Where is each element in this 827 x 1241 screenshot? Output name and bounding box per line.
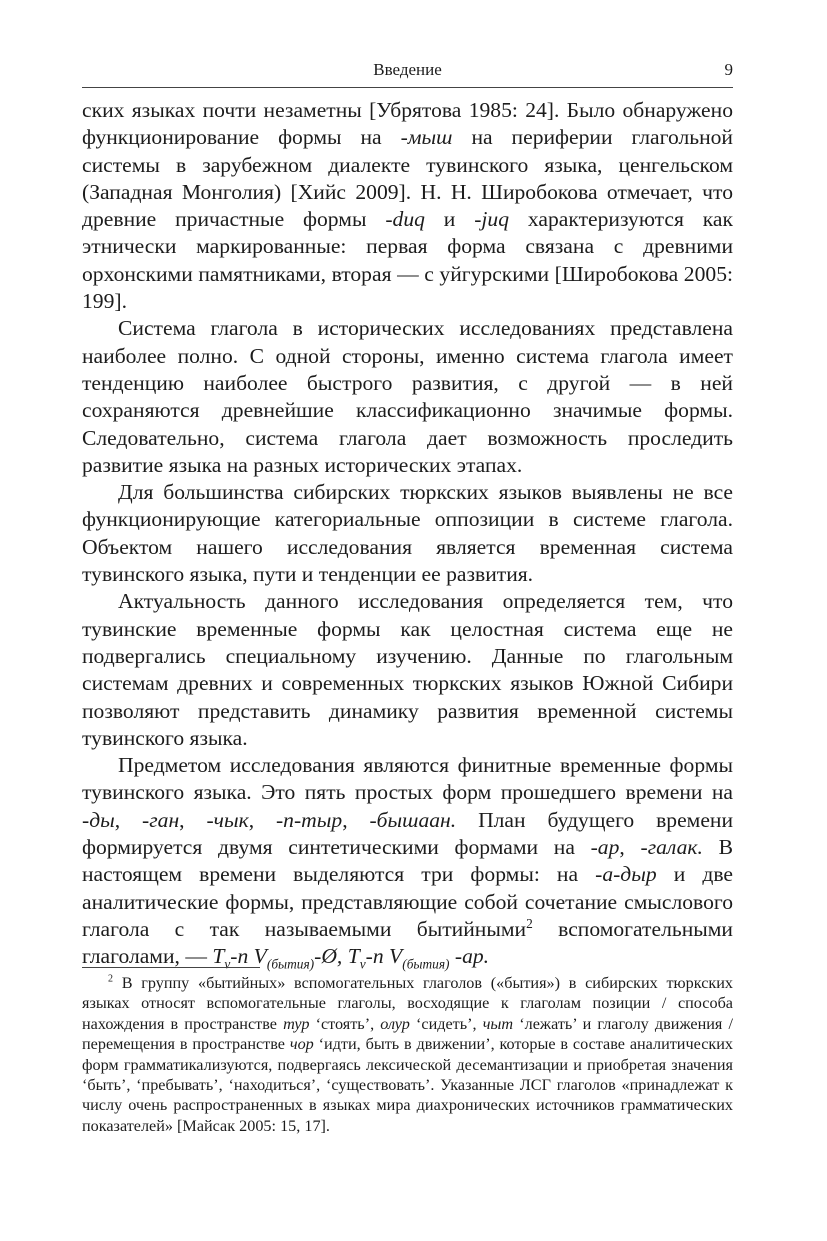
italic-form: -галак.: [640, 835, 703, 860]
text-run: ,: [619, 835, 641, 860]
text-run: вспомогательными глаголами, —: [82, 916, 733, 969]
italic-form: -мыш: [400, 125, 453, 150]
text-run: ,: [248, 807, 276, 832]
header-rule: [82, 87, 733, 88]
paragraph-3: Для большинства сибирских тюркских языков выявлены не все функционирующие категориальные оппозиции в системе глагола. Объектом нашего исследования является временная система тувинского языка, пути и тенденции ее развития.: [82, 480, 733, 587]
text-run: ,: [114, 807, 143, 832]
text-run: ‘лежать’ и глаголу движения / перемещения в пространстве: [82, 1014, 733, 1054]
footnote-2: [82, 973, 733, 1136]
formula-subscript: (бытия): [402, 956, 450, 972]
book-page: [82, 0, 733, 1241]
text-run: В настоящем времени выделяются три формы: на: [82, 835, 733, 887]
italic-form: -duq: [385, 207, 425, 232]
italic-word: тур: [283, 1014, 310, 1033]
page-number: 9: [724, 60, 733, 79]
footnote-number: 2: [108, 973, 114, 985]
italic-word: олур: [380, 1014, 410, 1033]
text-run: и: [424, 207, 475, 232]
italic-form: -ган: [142, 807, 180, 832]
italic-form: -п-тыр: [275, 807, 343, 832]
italic-form: -бышаан.: [369, 807, 457, 832]
formula-part: -п V: [365, 944, 403, 969]
text-run: ,: [179, 807, 207, 832]
formula-subscript: v: [224, 956, 231, 972]
formula-subscript: v: [359, 956, 366, 972]
text-run: ских языках почти незаметны [Убрятова 1985: 24]. Было обнаружено функционирование формы на: [82, 98, 733, 150]
text-run: Предметом исследования являются финитные временные формы тувинского языка. Это пять простых форм прошедшего времени на: [82, 753, 733, 805]
formula-part: -ар.: [449, 944, 490, 969]
italic-form: -juq: [474, 207, 510, 232]
paragraph-1: [82, 97, 733, 315]
paragraph-2: Система глагола в исторических исследованиях представлена наиболее полно. С одной стороны, именно система глагола имеет тенденцию наиболее быстрого развития, с другой — в ней сохраняются древнейшие классификационно значимые формы. Следовательно, система глагола дает возможность проследить развитие языка на разных исторических этапах.: [82, 316, 733, 477]
italic-form: -ды: [82, 807, 115, 832]
paragraph-5: [82, 752, 733, 970]
formula: [212, 944, 490, 972]
footnote: [82, 973, 733, 1136]
running-header-title: Введение: [373, 60, 442, 79]
text-run: ,: [342, 807, 370, 832]
italic-form: -а-дыр: [595, 862, 657, 887]
text-run: ‘идти, быть в движении’, которые в составе аналитических форм грамматикализуются, подвергаясь лексической десемантизации и приобретая значения ‘быть’, ‘пребывать’, ‘находиться’, ‘существовать’. Указанные ЛСГ глаголов «принадлежат к числу очень распространенных в языках мира диахронических источников грамматических показателей» [Майсак 2005: 15, 17].: [82, 1035, 734, 1135]
italic-word: чыт: [482, 1014, 514, 1033]
text-run: на периферии глагольной системы в зарубежном диалекте тувинского языка, ценгельском (Западная Монголия) [Хийс 2009]. Н. Н. Широбокова отмечает, что древние причастные формы: [82, 125, 733, 232]
footnote-rule: [82, 967, 260, 968]
text-run: характеризуются как этнически маркированные: первая форма связана с древними орхонскими памятниками, вторая — с уйгурскими [Широбокова 2005: 199].: [82, 207, 733, 314]
formula-subscript: (бытия): [266, 956, 315, 972]
footnote-reference[interactable]: 2: [526, 915, 533, 931]
text-run: План будущего времени формируется двумя синтетическими формами на: [82, 807, 734, 860]
formula-part: -п V: [230, 944, 267, 969]
text-run: ‘сидеть’,: [409, 1014, 483, 1033]
formula-part: -Ø, T: [314, 944, 360, 969]
formula-part: T: [212, 944, 225, 969]
main-text: [82, 97, 733, 971]
italic-word: чор: [289, 1035, 314, 1054]
text-run: В группу «бытийных» вспомогательных глаголов («бытия») в сибирских тюркских языках относят вспомогательные глаголы, восходящие к глаголам позиции / способа нахождения в пространстве: [82, 974, 733, 1033]
paragraph-4: Актуальность данного исследования определяется тем, что тувинские временные формы как целостная система еще не подвергались специальному изучению. Данные по глагольным системам древних и современных тюркских языков Южной Сибири позволяют представить динамику развития временной системы тувинского языка.: [82, 589, 733, 750]
italic-form: -ар: [590, 835, 620, 860]
text-run: и две аналитические формы, представляющие собой сочетание смыслового глагола с так называемыми бытийными: [82, 862, 733, 941]
text-run: ‘стоять’,: [309, 1014, 381, 1033]
italic-form: -чык: [206, 807, 249, 832]
running-header: [82, 60, 733, 84]
